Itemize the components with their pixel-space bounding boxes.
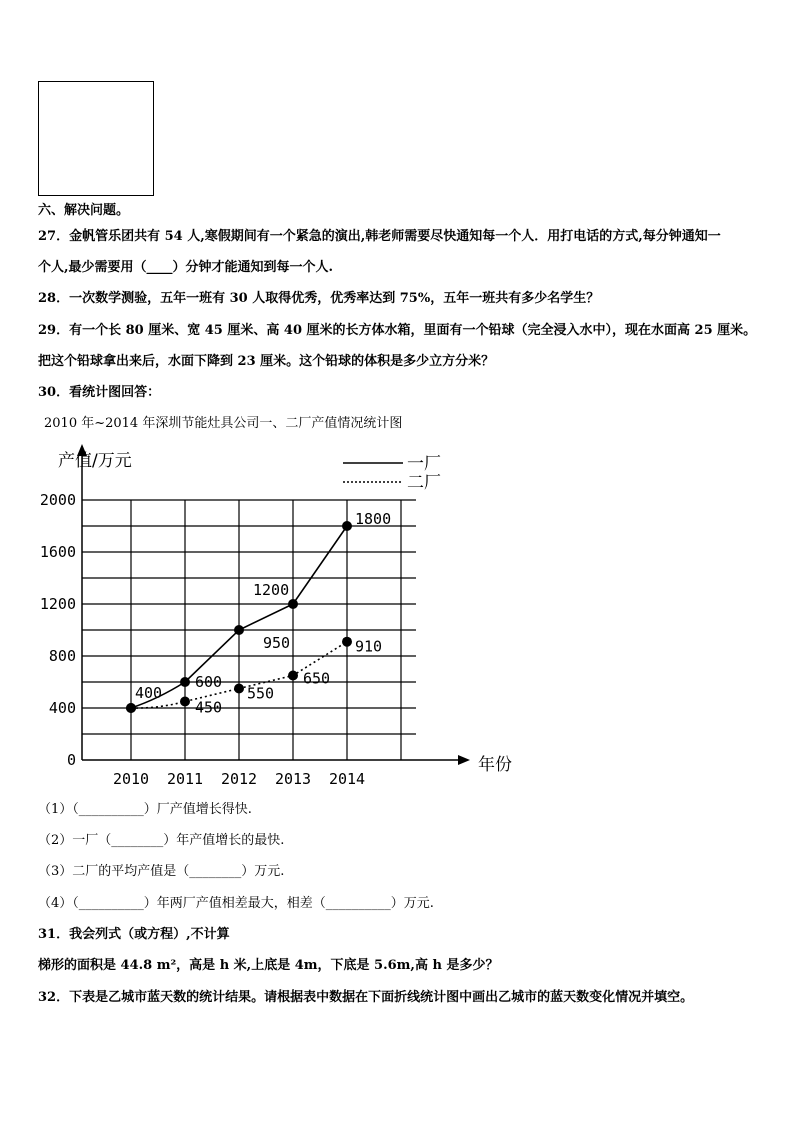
x-tick-label: 2013 [274,770,312,788]
y-axis-label: 产值/万元 [58,451,132,471]
y-tick-label: 400 [48,699,76,717]
q27-line1: 27．金帆管乐团共有 54 人,寒假期间有一个紧急的演出,韩老师需要尽快通知每一个人．用打电话的方式,每分钟通知一 [38,229,721,244]
x-tick-label: 2010 [112,770,150,788]
data-point-factory2 [234,684,244,694]
blank-image-box [38,81,154,196]
y-tick-label: 1200 [39,595,76,613]
data-label-factory1: 600 [195,673,223,691]
data-label-factory2: 450 [195,698,223,717]
q27-line2: 个人,最少需要用（____）分钟才能通知到每一个人. [38,260,334,275]
q30-sub4: （4）（__________）年两厂产值相差最大，相差（__________）万元. [38,896,434,911]
production-line-chart [30,440,550,800]
data-point-factory1 [288,599,298,609]
data-label-factory2: 550 [247,684,275,703]
y-tick-label: 0 [66,751,76,769]
data-label-factory2: 910 [355,637,383,656]
x-axis-arrow [458,755,470,765]
x-tick-label: 2011 [166,770,204,788]
y-tick-label: 2000 [39,491,76,509]
q30-sub2: （2）一厂（________）年产值增长的最快. [38,833,285,848]
legend-label-factory2: 二厂 [407,473,441,493]
data-point-factory2 [288,671,298,681]
chart-legend [343,454,441,493]
y-tick-label: 800 [48,647,76,665]
data-label-factory1: 1200 [253,581,290,599]
y-tick-label: 1600 [39,543,76,561]
q31-line1: 31．我会列式（或方程）,不计算 [38,927,230,942]
x-tick-label: 2014 [328,770,366,788]
q32-text: 32．下表是乙城市蓝天数的统计结果。请根据表中数据在下面折线统计图中画出乙城市的蓝天数变化情况并填空。 [38,990,694,1005]
data-point-factory1 [234,625,244,635]
data-point-factory2 [126,703,136,713]
chart-title: 2010 年~2014 年深圳节能灶具公司一、二厂产值情况统计图 [44,416,403,431]
data-label-factory1: 1800 [355,510,392,528]
q28-text: 28．一次数学测验，五年一班有 30 人取得优秀，优秀率达到 75%，五年一班共有多少名学生？ [38,291,600,306]
section-title: 六、解决问题。 [38,203,130,218]
q30-sub3: （3）二厂的平均产值是（________）万元. [38,864,285,879]
x-tick-label: 2012 [220,770,258,788]
q31-line2: 梯形的面积是 44.8 m²，高是 h 米,上底是 4m，下底是 5.6m,高 h 是多少？ [38,958,499,973]
q30-sub1: （1）（__________）厂产值增长得快. [38,802,252,817]
q30-intro: 30．看统计图回答： [38,385,161,400]
chart-grid [82,500,416,760]
chart-axes [40,444,512,788]
data-label-factory2: 650 [303,669,331,688]
data-point-factory2 [342,637,352,647]
chart-labels [135,510,391,717]
data-label-factory1: 400 [135,684,163,702]
q29-line1: 29．有一个长 80 厘米、宽 45 厘米、高 40 厘米的长方体水箱，里面有一个铅球（完全浸入水中），现在水面高 25 厘米。 [38,323,757,338]
x-axis-label: 年份 [478,755,512,775]
data-label-extra: 950 [263,634,291,652]
data-point-factory1 [342,521,352,531]
legend-label-factory1: 一厂 [407,454,441,474]
data-point-factory1 [180,677,190,687]
q29-line2: 把这个铅球拿出来后，水面下降到 23 厘米。这个铅球的体积是多少立方分米？ [38,354,495,369]
data-point-factory2 [180,697,190,707]
